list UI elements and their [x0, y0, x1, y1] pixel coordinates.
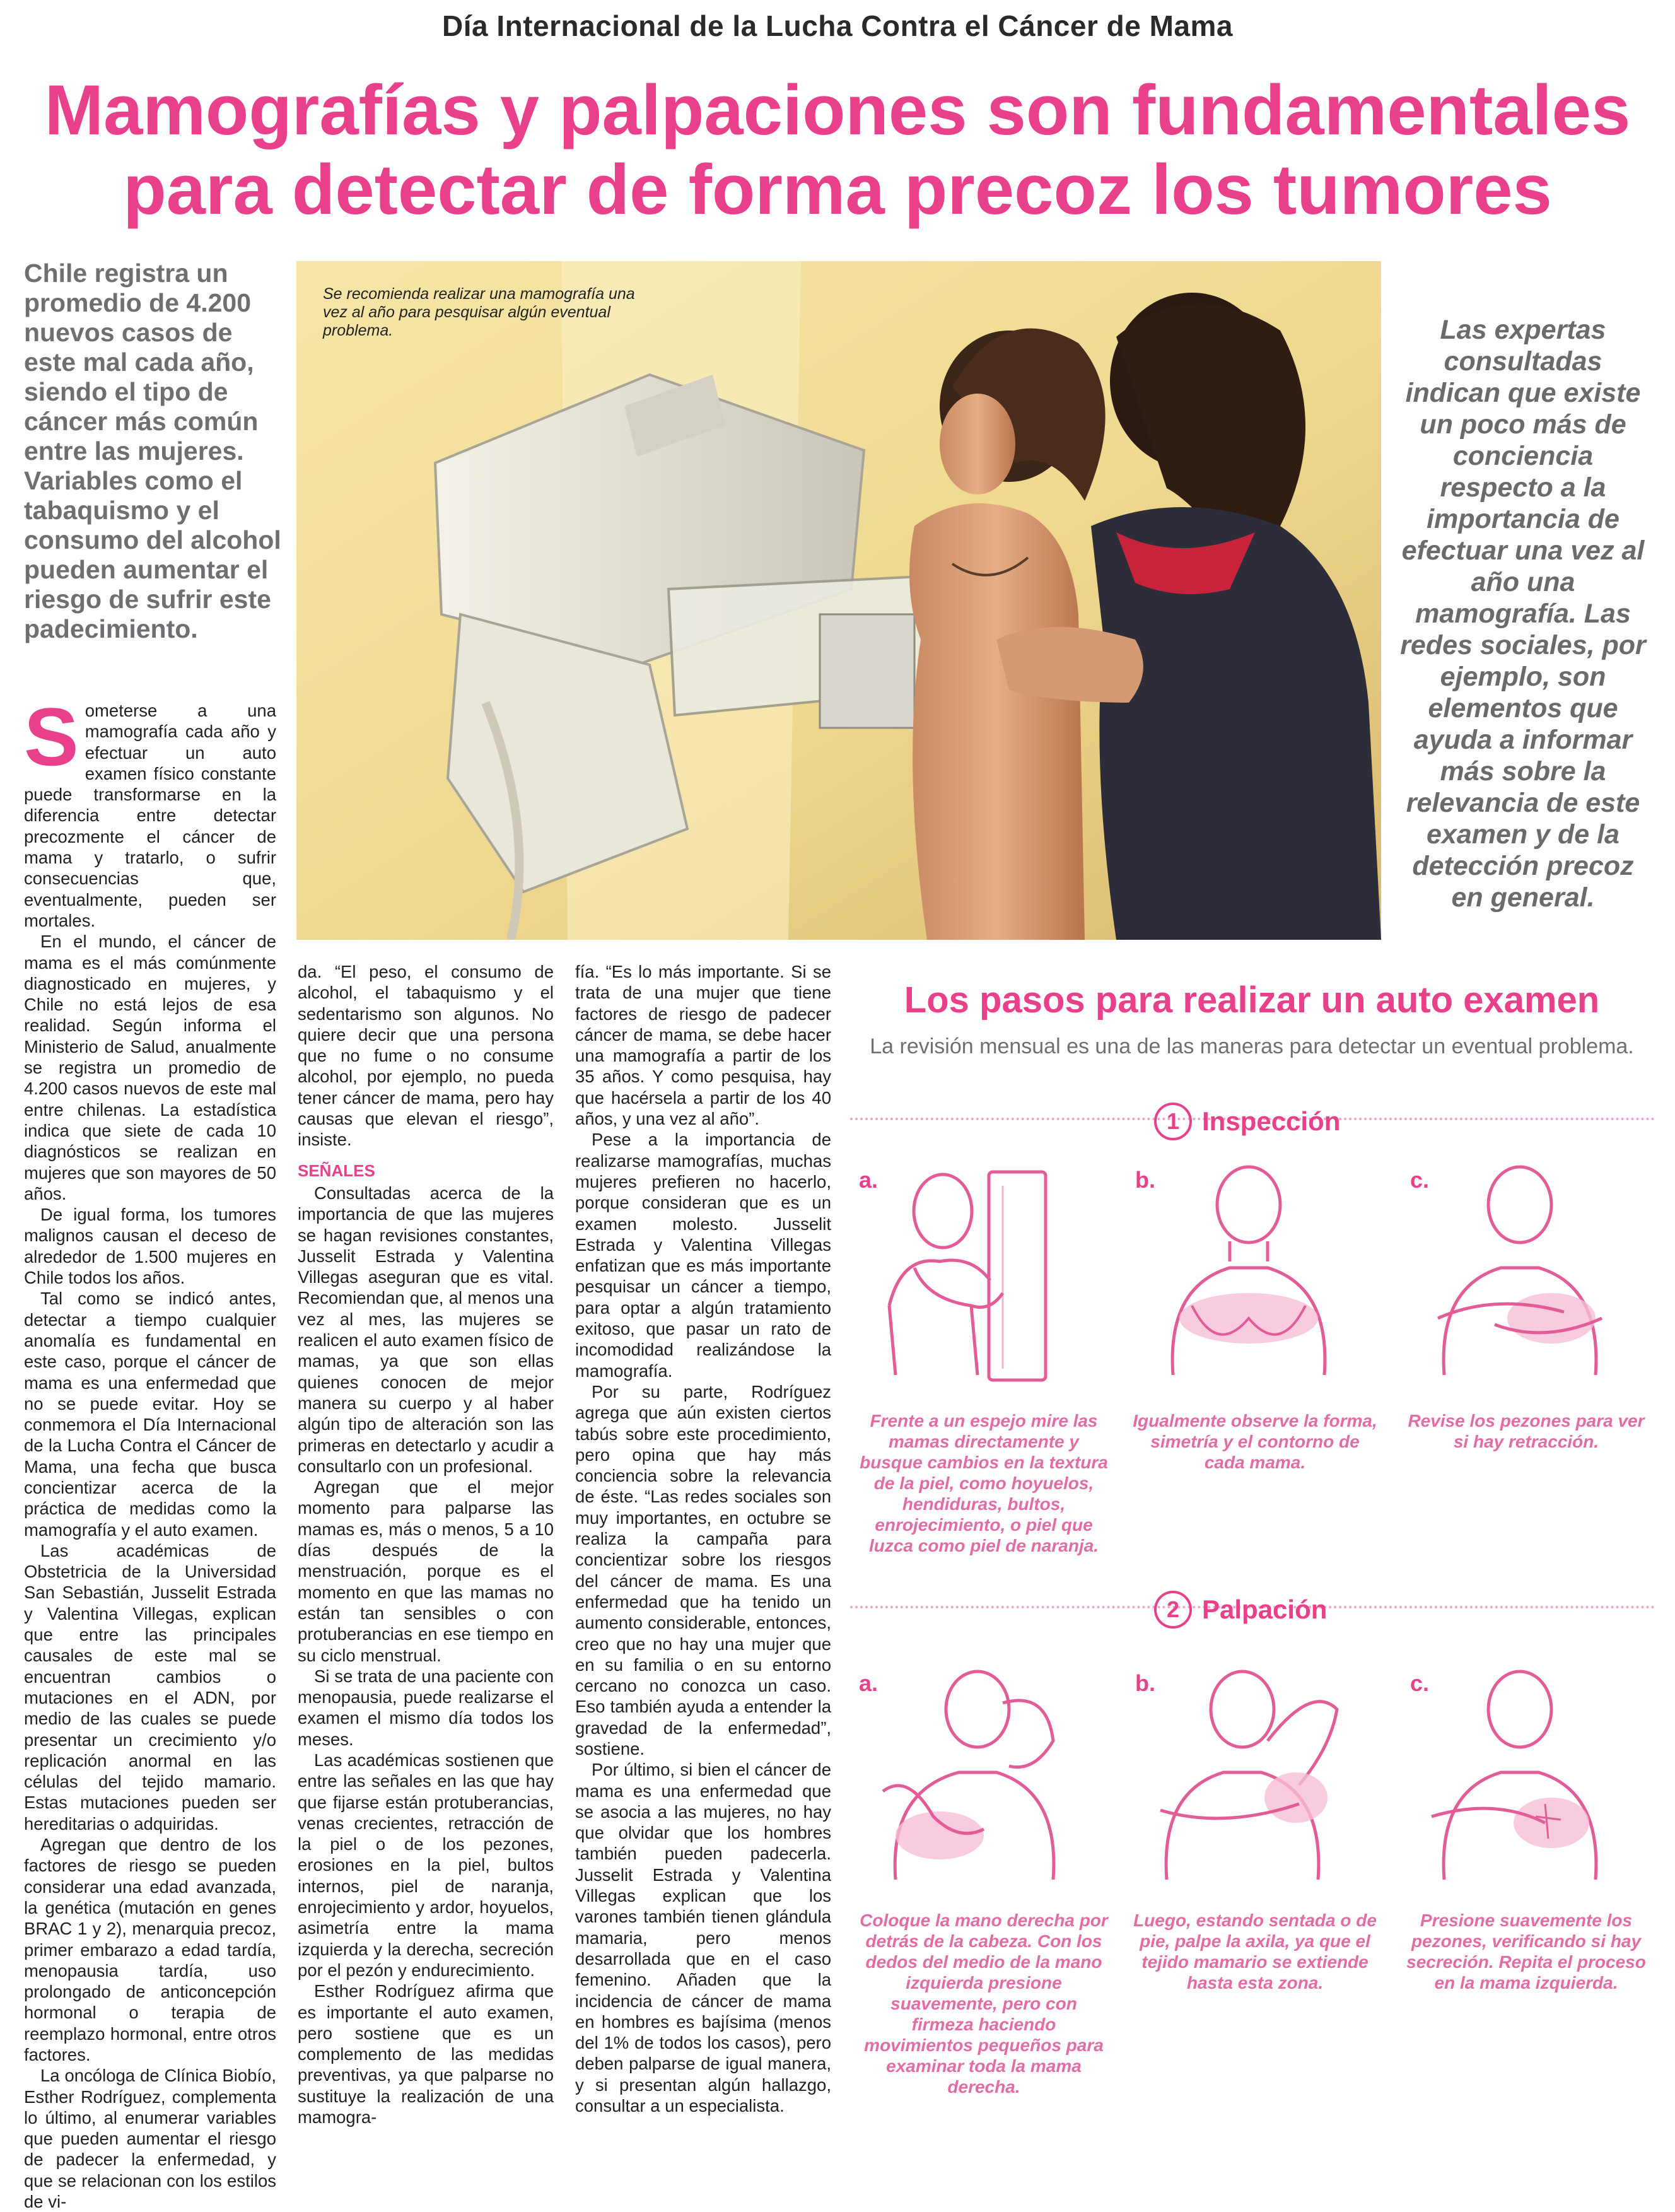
article-paragraph: Por último, si bien el cáncer de mama es una enfermedad que se asocia a las mujeres, no hay que olvidar que los hombres también pueden padecerla. Jusselit Estrada y Valentina Villegas explican que los varones también tienen glándula mamaria, pero menos desarrollada que en el caso femenino. Añaden que la incidencia de cáncer de mama en hombres es bajísima (menos del 1% de todos los casos), pero deben palparse de igual manera, y si presentan algún hallazgo, consultar a un especialista.: [575, 1760, 831, 2116]
step-title: Inspección: [1202, 1106, 1341, 1136]
step-title: Palpación: [1202, 1595, 1328, 1624]
step-caption: Igualmente observe la forma, simetría y el contorno de cada mama.: [1133, 1411, 1377, 1472]
mammography-photo-illustration: [296, 261, 1381, 940]
article-paragraph: fía. “Es lo más importante. Si se trata de una mujer que tiene factores de riesgo de padecer cáncer de mama, se debe hacer una mamografía a partir de los 35 años. Y como pesquisa, hay que hacérsela a partir de los 40 años, y una vez al año”.: [575, 962, 831, 1129]
article-paragraph: Pese a la importancia de realizarse mamografías, muchas mujeres prefieren no hacerlo, porque consideran que es un examen molesto. Jusselit Estrada y Valentina Villegas enfatizan que es más importante pesquisar un cáncer a tiempo, para optar a algún tratamiento exitoso, que pasar un rato de incomodidad realizándose la mamografía.: [575, 1130, 831, 1381]
step-1-heading: [1154, 1103, 1340, 1140]
pull-quote: Las expertas consultadas indican que existe un poco más de conciencia respecto a la importancia de efectuar una vez al año una mamografía. Las redes sociales, por ejemplo, son elementos que ayuda a informar más sobre la relevancia de este examen y de la detección precoz en general.: [1400, 315, 1646, 913]
step-2-heading: [1154, 1591, 1327, 1629]
article-paragraph: Tal como se indicó antes, detectar a tiempo cualquier anomalía es fundamental en este caso, porque el cáncer de mama es una enfermedad que no se puede evitar. Hoy se conmemora el Día Internacional de la Lucha Contra el Cáncer de Mama, una fecha que busca concientizar acerca de la práctica de medidas como la mamografía y el auto examen.: [24, 1289, 276, 1540]
item-letter: a.: [859, 1670, 878, 1696]
step-number-badge: 1: [1154, 1103, 1192, 1140]
article-paragraph: Agregan que dentro de los factores de riesgo se pueden considerar una edad avanzada, la genética (mutación en genes BRAC 1 y 2), menarquia precoz, primer embarazo a edad tardía, menopausia tardía, uso prolongado de anticoncepción hormonal o terapia de reemplazo hormonal, entre otros factores.: [24, 1835, 276, 2064]
front-view-illustration: [1148, 1161, 1350, 1394]
article-paragraph: Por su parte, Rodríguez agrega que aún existen ciertos tabús sobre este procedimiento, pero opina que hay más conciencia sobre la relevancia de éste. “Las redes sociales son muy importantes, en octubre se realiza la campaña para concientizar sobre los riesgos del cáncer de mama. Es una enfermedad que ha tenido un aumento considerable, entonces, creo que no hay una mujer que en su familia o en su entorno cercano no conozca un caso. Eso también ayuda a entender la gravedad de la enfermedad”, sostiene.: [575, 1381, 831, 1758]
drop-cap: S: [24, 691, 79, 783]
step-caption: Coloque la mano derecha por detrás de la cabeza. Con los dedos del medio de la mano izquierda presione suavemente, pero con firmeza haciendo movimientos pequeños para examinar toda la mama derecha.: [860, 1911, 1108, 2097]
item-letter: b.: [1135, 1167, 1155, 1193]
article-paragraph: La oncóloga de Clínica Biobío, Esther Rodríguez, complementa lo último, al enumerar variables que pueden aumentar el riesgo de padecer la enfermedad, y que se relacionan con los estilos de vi-: [24, 2066, 276, 2212]
article-paragraph: Las académicas de Obstetricia de la Universidad San Sebastián, Jusselit Estrada y Valentina Villegas, explican que entre las principales causales de este mal se encuentran cambios o mutaciones en el ADN, por medio de las cuales se puede presentar un crecimiento y/o replicación anormal en las células del tejido mamario. Estas mutaciones pueden ser hereditarias o adquiridas.: [24, 1540, 276, 1834]
lead-paragraph: Chile registra un promedio de 4.200 nuevos casos de este mal cada año, siendo el tipo de cáncer más común entre las mujeres. Variables como el tabaquismo y el consumo del alcohol pueden aumentar el riesgo de sufrir este padecimiento.: [24, 259, 281, 643]
article-column-2: [298, 961, 554, 2127]
article-paragraph: Esther Rodríguez afirma que es importante el auto examen, pero sostiene que es un complemento de las medidas preventivas, ya que palparse no sustituye la realización de una mamogra-: [298, 1981, 554, 2127]
item-letter: c.: [1410, 1670, 1430, 1696]
headline-line-2: para detectar de forma precoz los tumores: [123, 150, 1552, 229]
article-column-3: [575, 961, 831, 2116]
headline: [25, 71, 1650, 230]
subheading-senales: SEÑALES: [298, 1161, 375, 1180]
step-caption: Presione suavemente los pezones, verificando si hay secreción. Repita el proceso en la mama izquierda.: [1406, 1911, 1646, 1993]
item-letter: c.: [1410, 1167, 1430, 1193]
step-caption: Luego, estando sentada o de pie, palpe la axila, ya que el tejido mamario se extiende hasta esta zona.: [1133, 1911, 1377, 1993]
section-kicker: Día Internacional de la Lucha Contra el Cáncer de Mama: [441, 9, 1234, 42]
mammography-photo: [296, 261, 1381, 940]
step-caption: Revise los pezones para ver si hay retracción.: [1408, 1411, 1645, 1451]
step-caption: Frente a un espejo mire las mamas directamente y busque cambios en la textura de la piel, como hoyuelos, hendiduras, bultos, enrojecimiento, o piel que luzca como piel de naranja.: [860, 1411, 1108, 1555]
palpation-nipple-illustration: [1419, 1665, 1621, 1899]
infographic-subtitle: La revisión mensual es una de las maneras para detectar un eventual problema.: [870, 1034, 1634, 1058]
article-paragraph: Someterse a una mamografía cada año y efectuar un auto examen físico constante puede transformarse en la diferencia entre detectar precozmente el cáncer de mama y tratarlo, o sufrir consecuencias que, eventualmente, pueden ser mortales.: [24, 691, 276, 930]
article-column-1: [24, 691, 276, 2212]
item-letter: b.: [1135, 1670, 1155, 1696]
article-paragraph: Las académicas sostienen que entre las señales en las que hay que fijarse están protuberancias, venas crecientes, retracción de la piel o de los pezones, erosiones en la piel, bultos internos, piel de naranja, enrojecimiento y ardor, hoyuelos, asimetría entre la mama izquierda y la derecha, secreción por el pezón y endurecimiento.: [298, 1750, 554, 1980]
mirror-inspection-illustration: [877, 1161, 1078, 1394]
nipple-check-illustration: [1419, 1161, 1621, 1394]
article-paragraph: da. “El peso, el consumo de alcohol, el tabaquismo y el sedentarismo son algunos. No quiere decir que una persona que no fume o no consume alcohol, por ejemplo, no pueda tener cáncer de mama, pero hay causas que elevan el riesgo”, insiste.: [298, 962, 554, 1150]
infographic-title: Los pasos para realizar un auto examen: [904, 980, 1600, 1021]
article-paragraph: En el mundo, el cáncer de mama es el más comúnmente diagnosticado en mujeres, y Chile no está lejos de esa realidad. Según informa el Ministerio de Salud, anualmente se registra un promedio de 4.200 casos nuevos de este mal entre chilenas. La estadística indica que siete de cada 10 diagnósticos se realizan en mujeres que son mayores de 50 años.: [24, 932, 276, 1203]
headline-line-1: Mamografías y palpaciones son fundamentales: [44, 71, 1631, 149]
palpation-armpit-illustration: [1148, 1665, 1350, 1899]
palpation-breast-illustration: [870, 1665, 1072, 1899]
article-paragraph: Consultadas acerca de la importancia de que las mujeres se hagan revisiones constantes, Jusselit Estrada y Valentina Villegas aseguran que es vital. Recomiendan que, al menos una vez al mes, las mujeres se realicen el auto examen físico de mamas, ya que son ellas quienes conocen de mejor manera su cuerpo y al haber algún tipo de alteración son las primeras en detectarlo y acudir a consultarlo con un profesional.: [298, 1183, 554, 1476]
item-letter: a.: [859, 1167, 878, 1193]
photo-caption: Se recomienda realizar una mamografía una vez al año para pesquisar algún eventual problema.: [323, 285, 635, 339]
article-paragraph: Agregan que el mejor momento para palparse las mamas es, más o menos, 5 a 10 días después de la menstruación, porque es el momento en que las mamas no están tan sensibles o con protuberancias en ese tiempo en su ciclo menstrual.: [298, 1477, 554, 1665]
article-paragraph: Si se trata de una paciente con menopausia, puede realizarse el examen el mismo día todos los meses.: [298, 1666, 554, 1749]
article-paragraph: De igual forma, los tumores malignos causan el deceso de alrededor de 1.500 mujeres en Chile todos los años.: [24, 1205, 276, 1288]
step-number-badge: 2: [1154, 1591, 1192, 1629]
